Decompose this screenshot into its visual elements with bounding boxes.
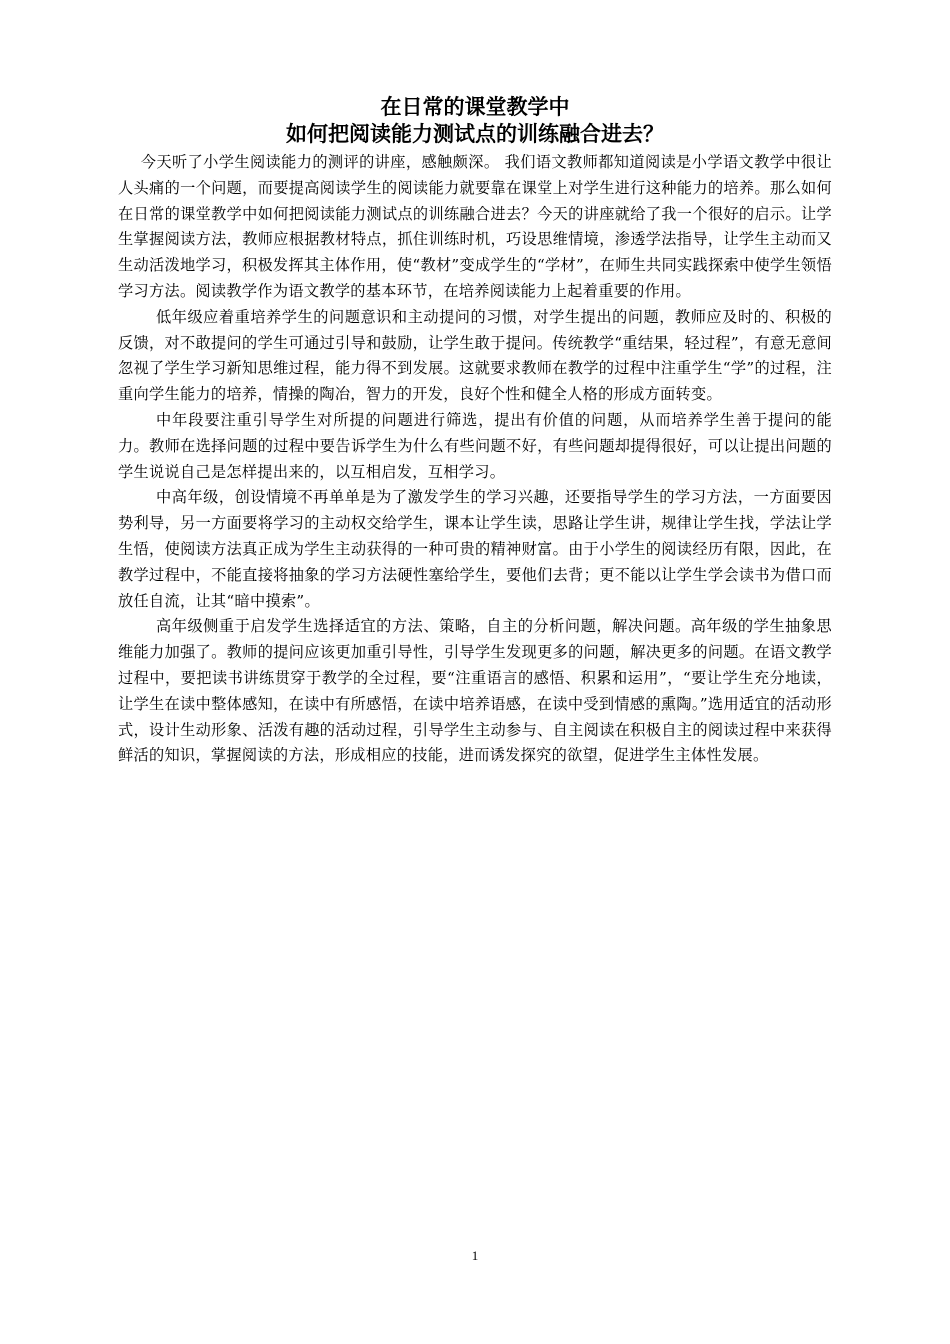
paragraph-upper-grades: 高年级侧重于启发学生选择适宜的方法、策略，自主的分析问题，解决问题。高年级的学生抽象思维能力加强了。教师的提问应该更加重引导性，引导学生发现更多的问题，解决更多的问题。在语文教学过程中，要把读书讲练贯穿于教学的全过程，要“注重语言的感悟、积累和运用”，“要让学生充分地读，让学生在读中整体感知，在读中有所感悟，在读中培养语感，在读中受到情感的熏陶。”选用适宜的活动形式，设计生动形象、活泼有趣的活动过程，引导学生主动参与、自主阅读在积极自主的阅读过程中来获得鲜活的知识，掌握阅读的方法，形成相应的技能，进而诱发探究的欲望，促进学生主体性发展。 [118,617,832,765]
page-number: 1 [471,1248,479,1263]
paragraph-lower-grades: 低年级应着重培养学生的问题意识和主动提问的习惯，对学生提出的问题，教师应及时的、积极的反馈，对不敢提问的学生可通过引导和鼓励，让学生敢于提问。传统教学“重结果，轻过程”，有意无意间忽视了学生学习新知思维过程，能力得不到发展。这就要求教师在教学的过程中注重学生“学”的过程，注重向学生能力的培养，情操的陶冶，智力的开发，良好个性和健全人格的形成方面转变。 [118,307,832,404]
paragraph-middle-upper-grades: 中高年级，创设情境不再单单是为了激发学生的学习兴趣，还要指导学生的学习方法，一方面要因势利导，另一方面要将学习的主动权交给学生，课本让学生读，思路让学生讲，规律让学生找，学法让学生悟，使阅读方法真正成为学生主动获得的一种可贵的精神财富。由于小学生的阅读经历有限，因此，在教学过程中，不能直接将抽象的学习方法硬性塞给学生，要他们去背；更不能以让学生学会读书为借口而放任自流，让其“暗中摸索”。 [118,488,832,610]
document-body [118,150,832,769]
paragraph-middle-grades: 中年段要注重引导学生对所提的问题进行筛选，提出有价值的问题，从而培养学生善于提问的能力。教师在选择问题的过程中要告诉学生为什么有些问题不好，有些问题却提得很好，可以让提出问题的学生说说自己是怎样提出来的，以互相启发，互相学习。 [118,410,832,481]
paragraph-intro: 今天听了小学生阅读能力的测评的讲座，感触颇深。 我们语文教师都知道阅读是小学语文教学中很让人头痛的一个问题，而要提高阅读学生的阅读能力就要靠在课堂上对学生进行这种能力的培养。那么如何在日常的课堂教学中如何把阅读能力测试点的训练融合进去？今天的讲座就给了我一个很好的启示。让学生掌握阅读方法，教师应根据教材特点，抓住训练时机，巧设思维情境，渗透学法指导，让学生主动而又生动活泼地学习，积极发挥其主体作用，使“教材”变成学生的“学材”，在师生共同实践探索中使学生领悟学习方法。阅读教学作为语文教学的基本环节，在培养阅读能力上起着重要的作用。 [118,153,832,300]
title-line-2: 如何把阅读能力测试点的训练融合进去？ [286,122,664,146]
document-page [118,94,832,769]
title-line-1: 在日常的课堂教学中 [380,95,570,119]
document-title [118,94,832,148]
